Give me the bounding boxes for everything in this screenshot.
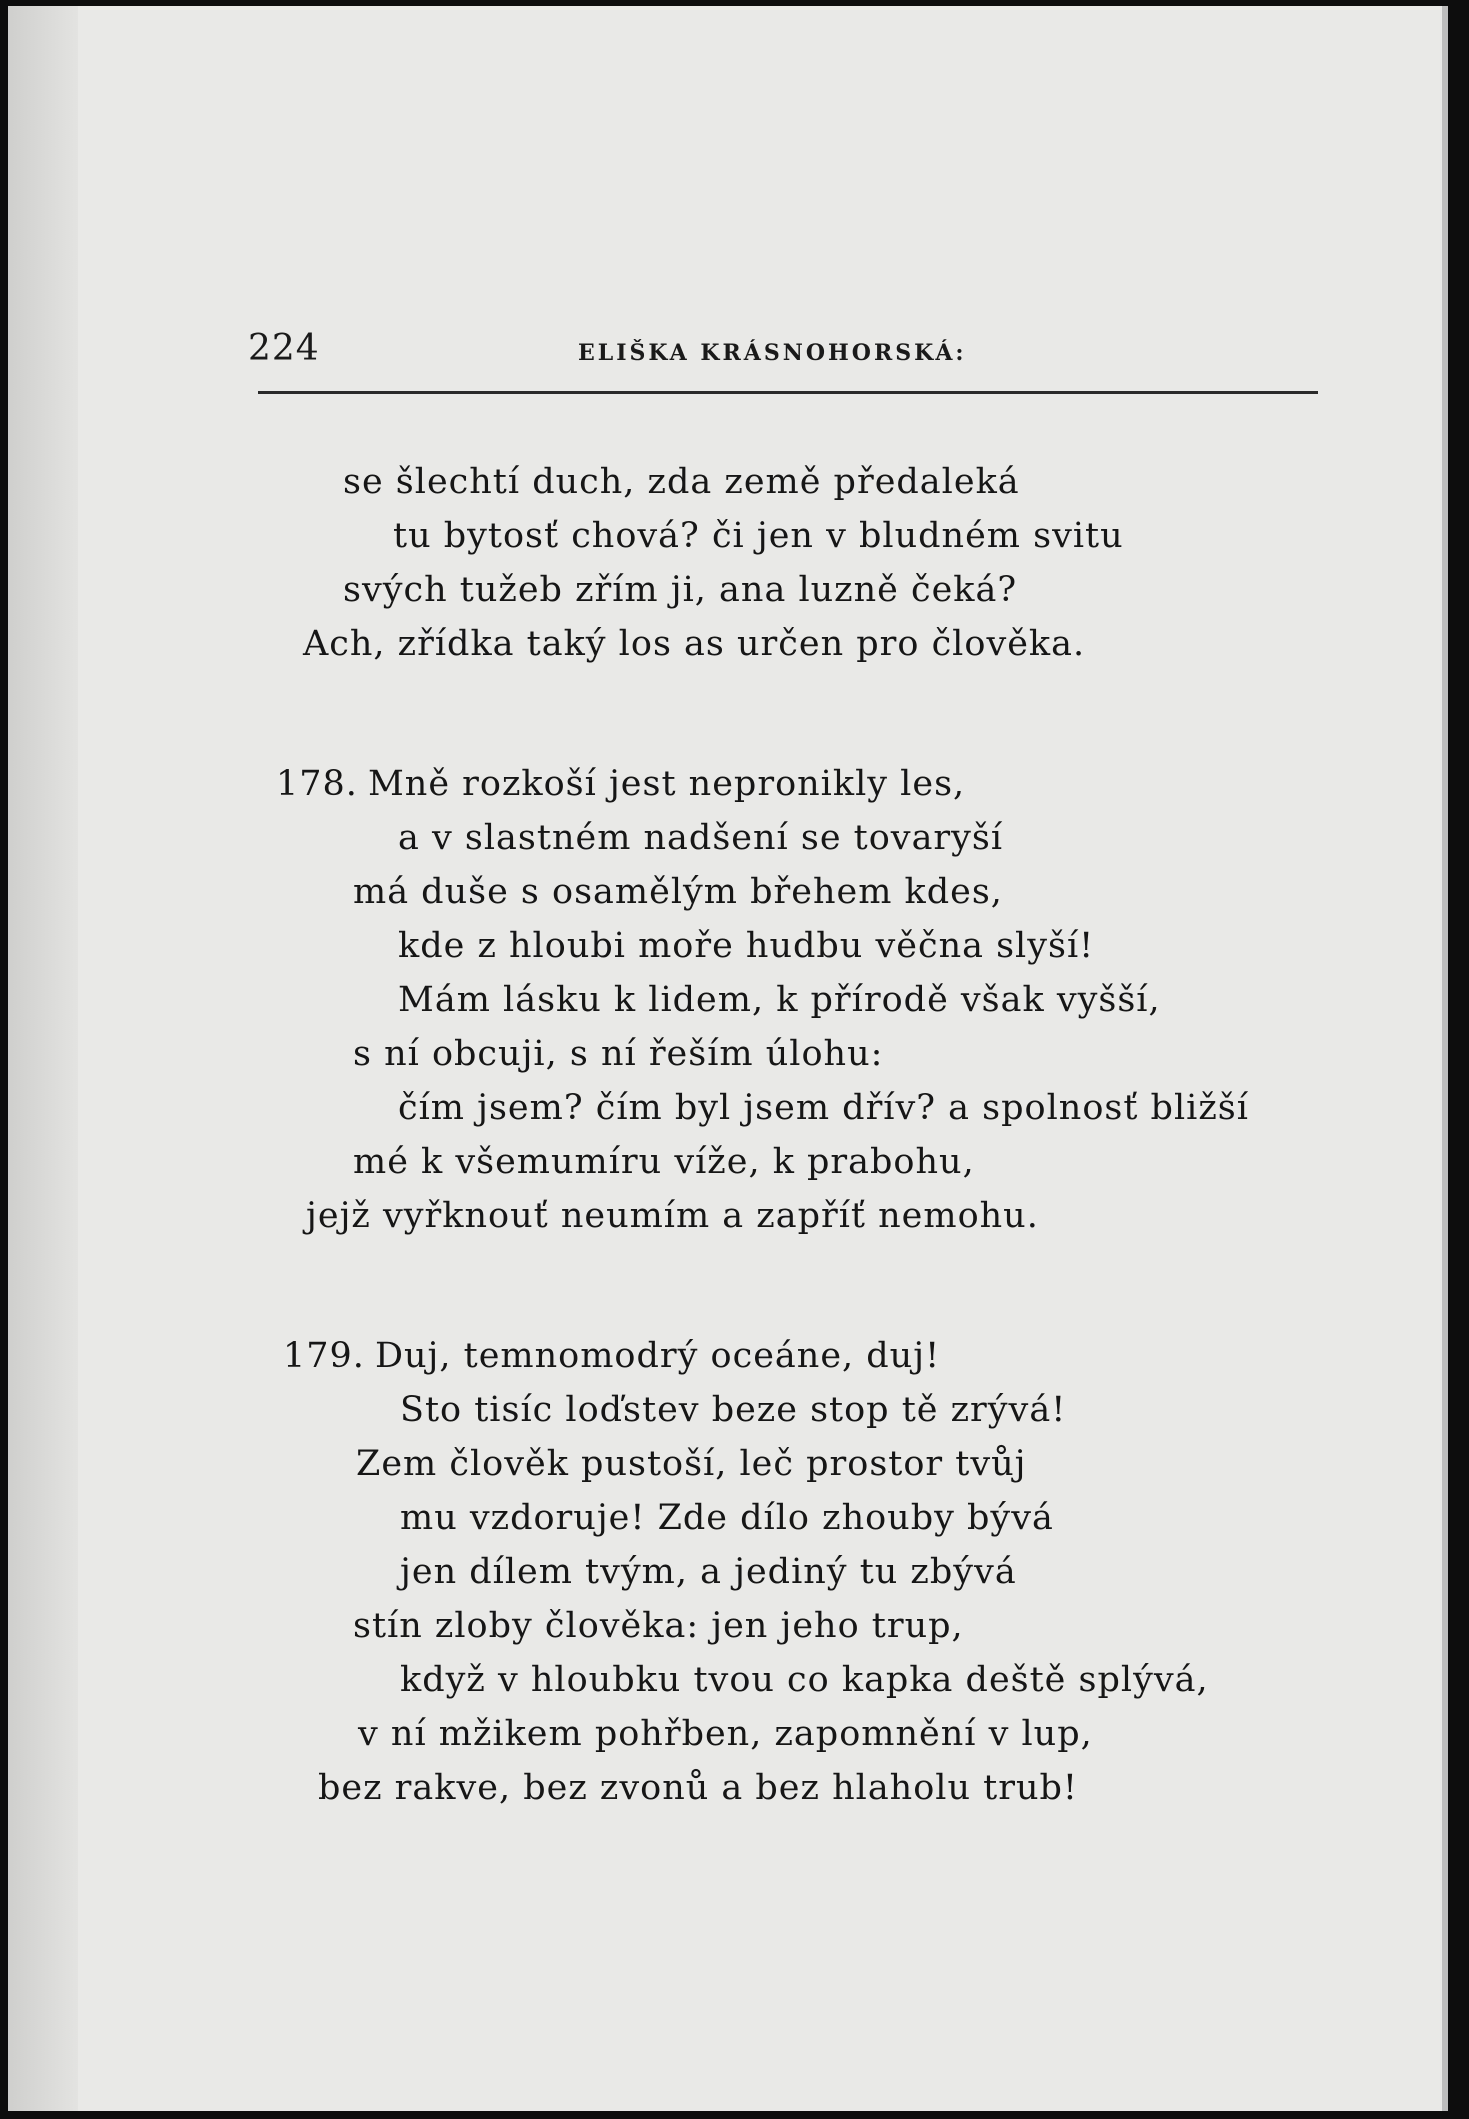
running-title: ELIŠKA KRÁSNOHORSKÁ: (578, 340, 967, 366)
stanza-number: 179. (283, 1336, 365, 1376)
book-page (8, 6, 1448, 2111)
verse-line: jen dílem tvým, a jediný tu zbývá (400, 1552, 1017, 1592)
stanza-179-first-line (283, 1336, 940, 1376)
poem-text (8, 6, 1442, 2111)
verse-line: Zem člověk pustoší, leč prostor tvůj (356, 1444, 1027, 1484)
verse-line: a v slastném nadšení se tovaryší (398, 818, 1004, 858)
verse-line: má duše s osamělým břehem kdes, (353, 872, 1003, 912)
verse-line: Duj, temnomodrý oceáne, duj! (374, 1336, 941, 1376)
verse-line: s ní obcuji, s ní řeším úlohu: (353, 1034, 884, 1074)
verse-line: bez rakve, bez zvonů a bez hlaholu trub! (318, 1768, 1078, 1808)
verse-line: stín zloby člověka: jen jeho trup, (353, 1606, 964, 1646)
verse-line: čím jsem? čím byl jsem dřív? a spolnosť bližší (398, 1088, 1249, 1128)
verse-line: se šlechtí duch, zda země předaleká (343, 462, 1020, 502)
verse-line: Sto tisíc loďstev beze stop tě zrývá! (400, 1390, 1067, 1430)
verse-line: mu vzdoruje! Zde dílo zhouby bývá (400, 1498, 1054, 1538)
verse-line: tu bytosť chová? či jen v bludném svitu (393, 516, 1124, 556)
verse-line: Ach, zřídka taký los as určen pro člověka. (303, 624, 1086, 664)
verse-line: když v hloubku tvou co kapka deště splývá, (400, 1660, 1209, 1700)
verse-line: svých tužeb zřím ji, ana luzně čeká? (343, 570, 1018, 610)
verse-line: mé k všemumíru víže, k prabohu, (353, 1142, 975, 1182)
verse-line: Mám lásku k lidem, k přírodě však vyšší, (398, 980, 1161, 1020)
verse-line: kde z hloubi moře hudbu věčna slyší! (398, 926, 1095, 966)
stanza-number: 178. (276, 764, 358, 804)
stanza-178-first-line (276, 764, 965, 804)
verse-line: Mně rozkoší jest nepronikly les, (367, 764, 966, 804)
page-number: 224 (248, 328, 320, 369)
verse-line: v ní mžikem pohřben, zapomnění v lup, (358, 1714, 1093, 1754)
verse-line: jejž vyřknouť neumím a zapříť nemohu. (306, 1196, 1039, 1236)
